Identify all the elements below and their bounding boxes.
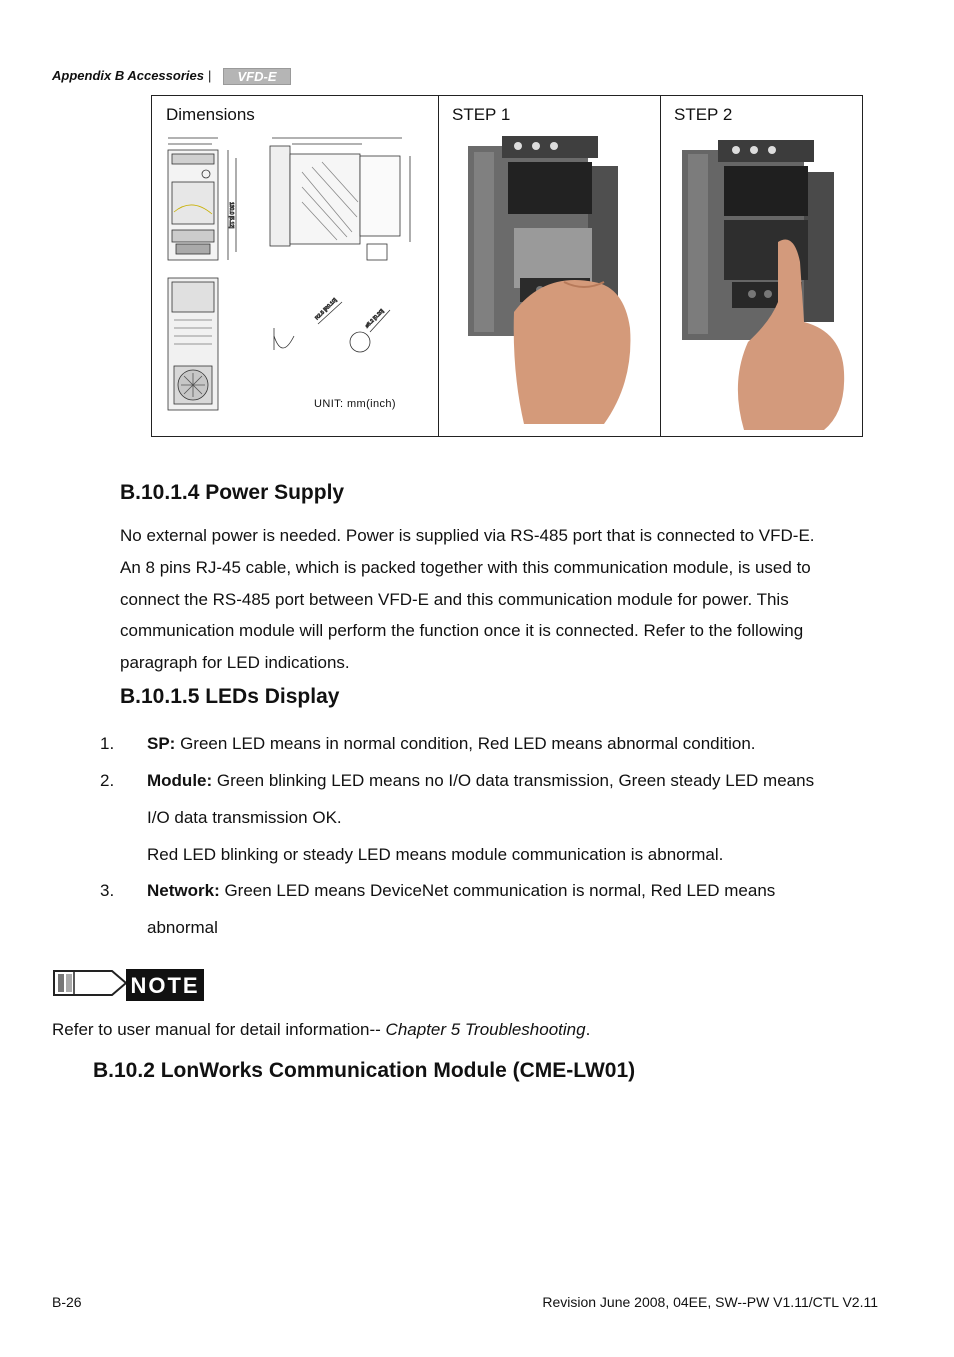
list-item-text: Red LED blinking or steady LED means module communication is abnormal. bbox=[147, 845, 724, 864]
list-item-module bbox=[147, 762, 887, 873]
vfd-e-logo bbox=[223, 68, 291, 85]
list-item-sp bbox=[147, 725, 887, 762]
svg-text:VFD-E: VFD-E bbox=[237, 69, 277, 85]
step2-cell bbox=[660, 96, 862, 436]
dimension-drawing bbox=[162, 132, 428, 418]
power-line-1: No external power is needed. Power is supplied via RS-485 port that is connected to VFD-E. bbox=[120, 526, 815, 545]
step1-install-photo bbox=[454, 132, 650, 426]
svg-text:R2.5 [R0.10]: R2.5 [R0.10] bbox=[314, 297, 339, 322]
power-line-2: An 8 pins RJ-45 cable, which is packed together with this communication module, is used to bbox=[120, 557, 811, 577]
list-item-label: SP: bbox=[147, 734, 176, 753]
power-line-4: communication module will perform the function once it is connected. Refer to the following bbox=[120, 621, 804, 641]
list-item-text: abnormal bbox=[147, 918, 218, 937]
list-item-text: Green LED means DeviceNet communication is normal, Red LED means bbox=[219, 881, 776, 900]
list-item-label: Module: bbox=[147, 771, 213, 790]
note-text-suffix: . bbox=[585, 1020, 591, 1039]
list-number-1: 1. bbox=[100, 734, 115, 753]
dimensions-title: Dimensions bbox=[166, 105, 255, 124]
page-number: B-26 bbox=[52, 1294, 82, 1310]
step2-title: STEP 2 bbox=[674, 105, 733, 124]
leds-display-heading: B.10.1.5 LEDs Display bbox=[120, 685, 340, 708]
step2-install-photo bbox=[674, 132, 850, 430]
list-item-text: I/O data transmission OK. bbox=[147, 808, 342, 827]
list-item-text: Green blinking LED means no I/O data transmission, Green steady LED means bbox=[212, 771, 815, 790]
list-number-3: 3. bbox=[100, 881, 115, 900]
unit-label: UNIT: mm(inch) bbox=[314, 398, 396, 410]
note-text-prefix: Refer to user manual for detail information-- bbox=[52, 1020, 386, 1039]
revision-info: Revision June 2008, 04EE, SW--PW V1.11/CTL V2.11 bbox=[542, 1294, 878, 1310]
power-line-3: connect the RS-485 port between VFD-E and this communication module for power. This bbox=[120, 589, 789, 609]
svg-text:130.0 [5.12]: 130.0 [5.12] bbox=[228, 202, 234, 229]
list-item-text: Green LED means in normal condition, Red LED means abnormal condition. bbox=[175, 734, 756, 753]
header-section: Appendix B Accessories bbox=[52, 68, 204, 83]
svg-text:ø5.2 [0.20]: ø5.2 [0.20] bbox=[364, 308, 386, 330]
note-chapter-reference: Chapter 5 Troubleshooting bbox=[385, 1020, 586, 1039]
dimensions-cell bbox=[152, 96, 439, 436]
note-label: NOTE bbox=[130, 973, 200, 998]
power-line-5: paragraph for LED indications. bbox=[120, 653, 350, 673]
note-text bbox=[52, 1020, 590, 1040]
list-item-network bbox=[147, 872, 887, 946]
list-item-label: Network: bbox=[147, 881, 220, 900]
running-header bbox=[52, 68, 291, 85]
note-badge bbox=[52, 967, 206, 1003]
lonworks-heading: B.10.2 LonWorks Communication Module (CME-LW01) bbox=[93, 1059, 636, 1082]
step1-title: STEP 1 bbox=[452, 105, 511, 124]
header-separator: | bbox=[207, 68, 212, 83]
power-supply-paragraph bbox=[120, 520, 880, 679]
list-number-2: 2. bbox=[100, 771, 115, 790]
figure-table bbox=[151, 95, 863, 437]
step1-cell bbox=[438, 96, 661, 436]
power-supply-heading: B.10.1.4 Power Supply bbox=[120, 481, 345, 504]
